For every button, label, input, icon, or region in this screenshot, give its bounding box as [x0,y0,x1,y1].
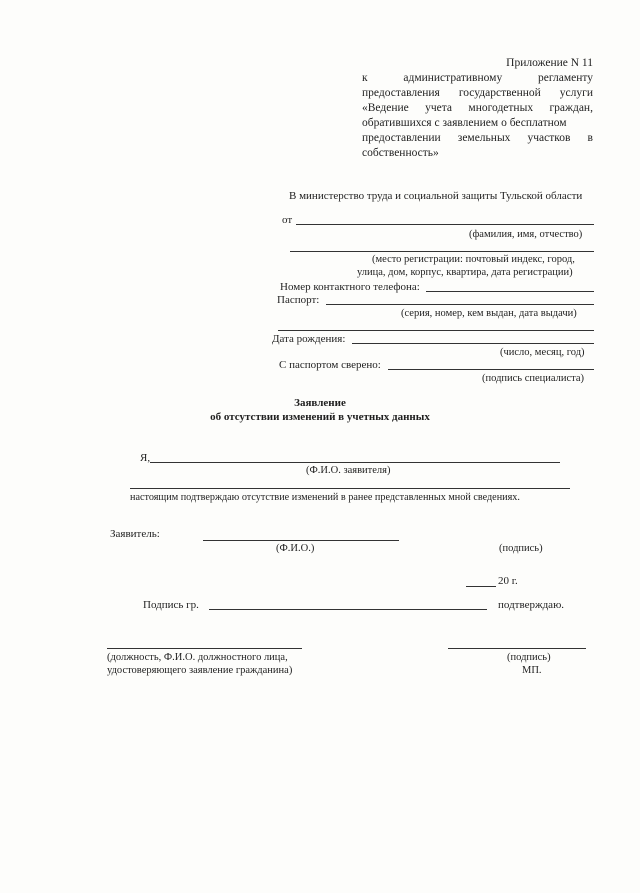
applicant-label: Заявитель: [110,528,160,540]
annex-line-4: обратившихся с заявлением о бесплатном [362,117,567,129]
registration-line[interactable] [290,251,594,252]
citizen-sign-line[interactable] [209,609,487,610]
passport-label: Паспорт: [277,294,320,306]
birth-hint: (число, месяц, год) [500,347,585,358]
birth-label: Дата рождения: [272,333,346,345]
registration-hint-1: (место регистрации: почтовый индекс, город, [372,254,575,265]
applicant-fio-line[interactable] [203,540,399,541]
registration-hint-2: улица, дом, корпус, квартира, дата регистрации) [357,267,573,278]
annex-word: административному [403,72,503,84]
annex-block [362,56,593,161]
annex-line-2 [362,86,593,101]
annex-title: Приложение N 11 [506,57,593,69]
i-label: Я, [140,452,151,464]
official-hint-1: (должность, Ф.И.О. должностного лица, [107,652,288,663]
annex-word: многодетных [468,102,534,114]
annex-word: государственной [458,87,541,99]
annex-word: граждан, [549,102,593,114]
annex-word: учета [425,102,453,114]
citizen-sign-label: Подпись гр. [143,599,199,611]
birth-line[interactable] [352,343,594,344]
statement-title: Заявление [294,397,346,409]
applicant-hint: (Ф.И.О. заявителя) [306,465,391,476]
applicant-sign-hint: (подпись) [499,543,543,554]
official-sign-hint: (подпись) [507,652,551,663]
confirm-text: настоящим подтверждаю отсутствие изменений в ранее представленных мной сведениях. [130,492,520,503]
annex-word: земельных [457,132,511,144]
phone-line[interactable] [426,291,594,292]
annex-word: предоставления [362,87,440,99]
verified-hint: (подпись специалиста) [482,373,585,384]
confirm-word: подтверждаю. [498,599,565,611]
phone-label: Номер контактного телефона: [280,281,420,293]
annex-word: участков [527,132,571,144]
statement-subtitle: об отсутствии изменений в учетных данных [210,411,430,423]
applicant-fio-hint: (Ф.И.О.) [276,543,315,554]
annex-word: в [587,132,593,144]
annex-word: к [362,72,368,84]
from-fio-line[interactable] [296,224,594,225]
official-sign-line[interactable] [448,648,586,649]
verified-line[interactable] [388,369,594,370]
passport-hint: (серия, номер, кем выдан, дата выдачи) [401,308,577,319]
annex-word: «Ведение [362,102,409,114]
stamp-label: МП. [522,665,542,676]
annex-word: предоставлении [362,132,441,144]
annex-word: услуги [559,87,593,99]
year-text: 20 г. [498,575,518,587]
applicant-name-line[interactable] [150,462,560,463]
annex-line-6: собственность» [362,147,439,159]
passport-line[interactable] [326,304,594,305]
fio-hint: (фамилия, имя, отчество) [469,229,583,240]
from-label: от [282,214,293,226]
official-line[interactable] [107,648,302,649]
annex-word: регламенту [537,72,593,84]
official-hint-2: удостоверяющего заявление гражданина) [107,665,293,676]
verified-label: С паспортом сверено: [279,359,381,371]
passport-extra-line[interactable] [278,330,594,331]
addressee-ministry: В министерство труда и социальной защиты Тульской области [289,190,583,202]
annex-line-1 [362,71,593,86]
applicant-extra-line[interactable] [130,488,570,489]
date-line[interactable] [466,586,496,587]
annex-line-3 [362,101,593,116]
annex-line-5 [362,131,593,146]
